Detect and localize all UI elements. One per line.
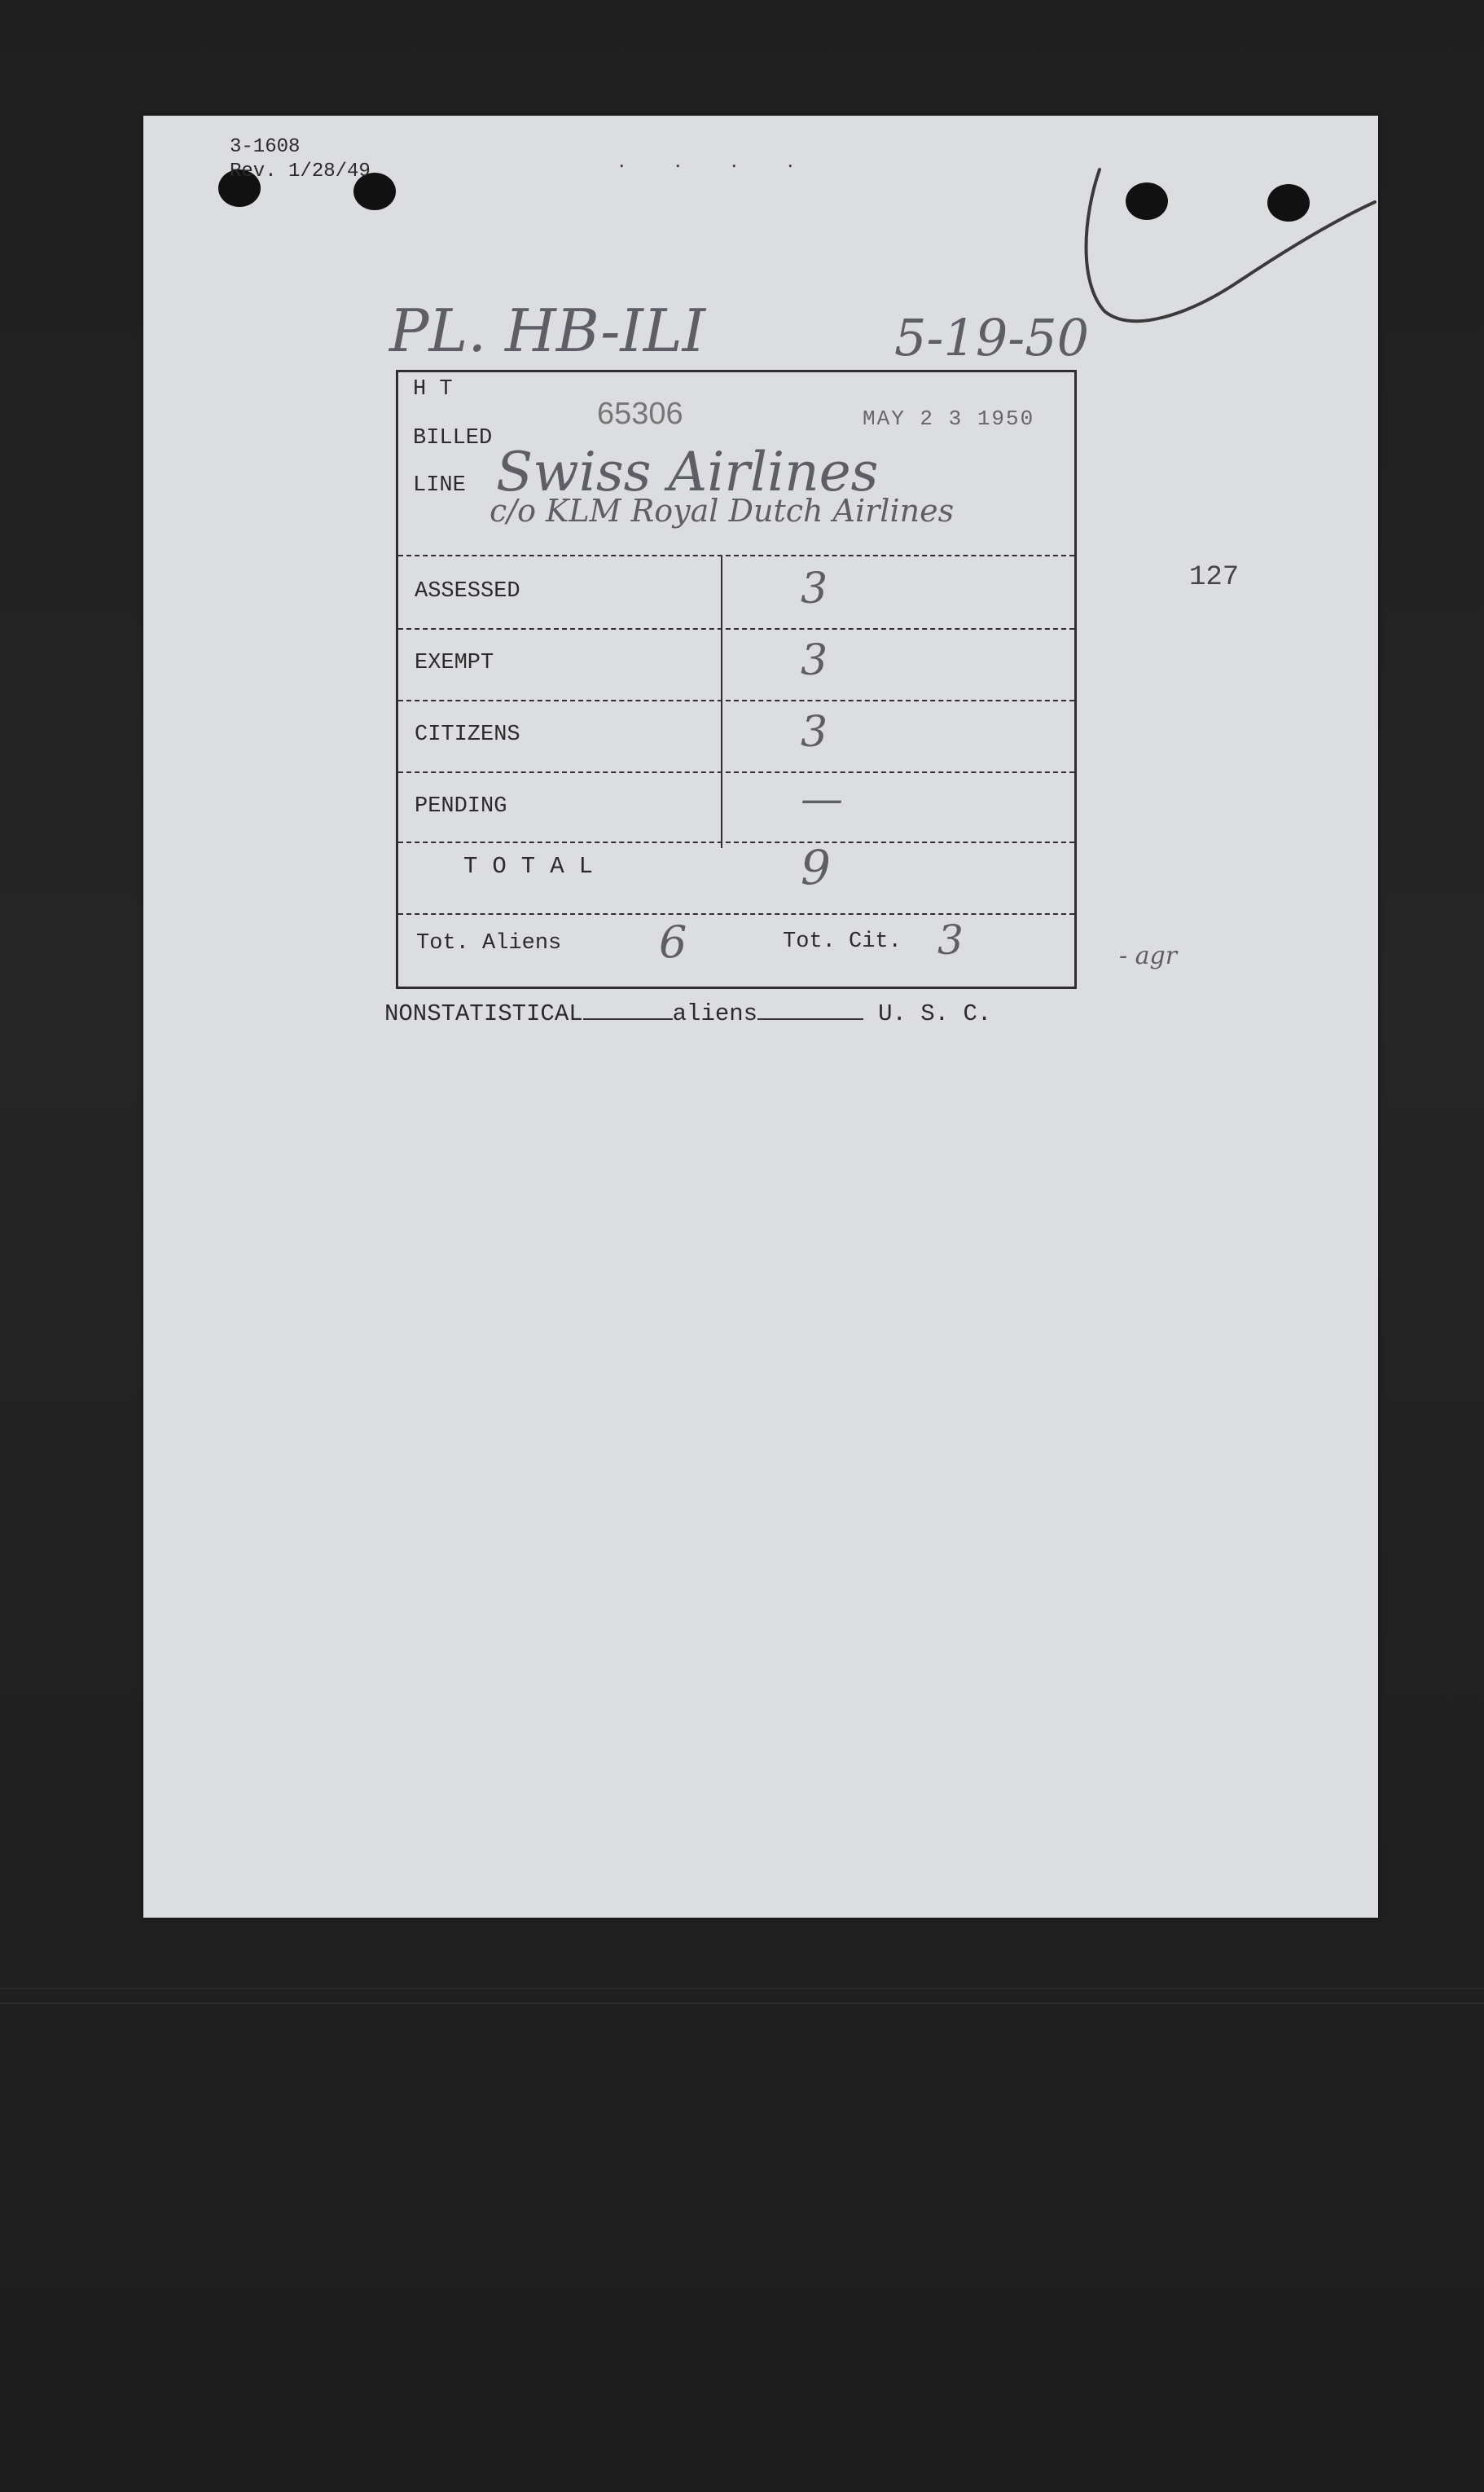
- film-band: [0, 2002, 1484, 2004]
- form-code: [230, 135, 371, 184]
- manifest-form-box: [396, 370, 1077, 989]
- page-number: 127: [1189, 562, 1240, 593]
- exempt-label: EXEMPT: [415, 651, 494, 675]
- film-band: [0, 1988, 1484, 1989]
- pending-label: PENDING: [415, 794, 507, 819]
- row-divider: [398, 771, 1074, 773]
- form-number: 3-1608: [230, 136, 301, 158]
- row-divider: [398, 913, 1074, 915]
- assessed-value: 3: [801, 565, 828, 613]
- plane-registration: PL. HB-ILI: [389, 297, 706, 365]
- stray-marks: . . . .: [619, 148, 816, 172]
- total-value: 9: [801, 840, 831, 895]
- line-label: LINE: [413, 473, 466, 498]
- assessed-label: ASSESSED: [415, 579, 520, 604]
- aliens-blank: [757, 1000, 863, 1020]
- date-stamp: MAY 2 3 1950: [863, 407, 1035, 431]
- usc-label: U. S. C.: [878, 1000, 992, 1027]
- total-citizens-label: Tot. Cit.: [783, 930, 902, 954]
- nonstatistical-blank: [583, 1000, 673, 1020]
- citizens-value: 3: [801, 708, 828, 757]
- row-divider: [398, 842, 1074, 843]
- bill-number: 65306: [597, 397, 683, 431]
- pending-value: —: [801, 775, 843, 824]
- row-divider: [398, 555, 1074, 556]
- aliens-label: aliens: [672, 1000, 758, 1027]
- row-divider: [398, 700, 1074, 701]
- airline-care-of: c/o KLM Royal Dutch Airlines: [490, 493, 955, 529]
- total-aliens-value: 6: [659, 916, 687, 968]
- margin-initials: - agr: [1119, 942, 1178, 970]
- airline-name: Swiss Airlines: [496, 441, 879, 503]
- column-divider: [721, 556, 722, 848]
- nonstatistical-label: NONSTATISTICAL: [384, 1000, 583, 1027]
- row-divider: [398, 628, 1074, 630]
- nonstatistical-line: [384, 1000, 991, 1027]
- form-paper: [143, 116, 1378, 1918]
- total-citizens-value: 3: [937, 916, 964, 964]
- total-label: TOTAL: [463, 853, 608, 880]
- flight-date: 5-19-50: [894, 308, 1090, 367]
- form-revision: Rev. 1/28/49: [230, 160, 371, 182]
- billed-label: BILLED: [413, 426, 493, 450]
- citizens-label: CITIZENS: [415, 723, 520, 747]
- check-mark-icon: [1075, 160, 1376, 339]
- ht-label: H T: [413, 377, 453, 402]
- total-aliens-label: Tot. Aliens: [416, 931, 562, 956]
- exempt-value: 3: [801, 636, 828, 685]
